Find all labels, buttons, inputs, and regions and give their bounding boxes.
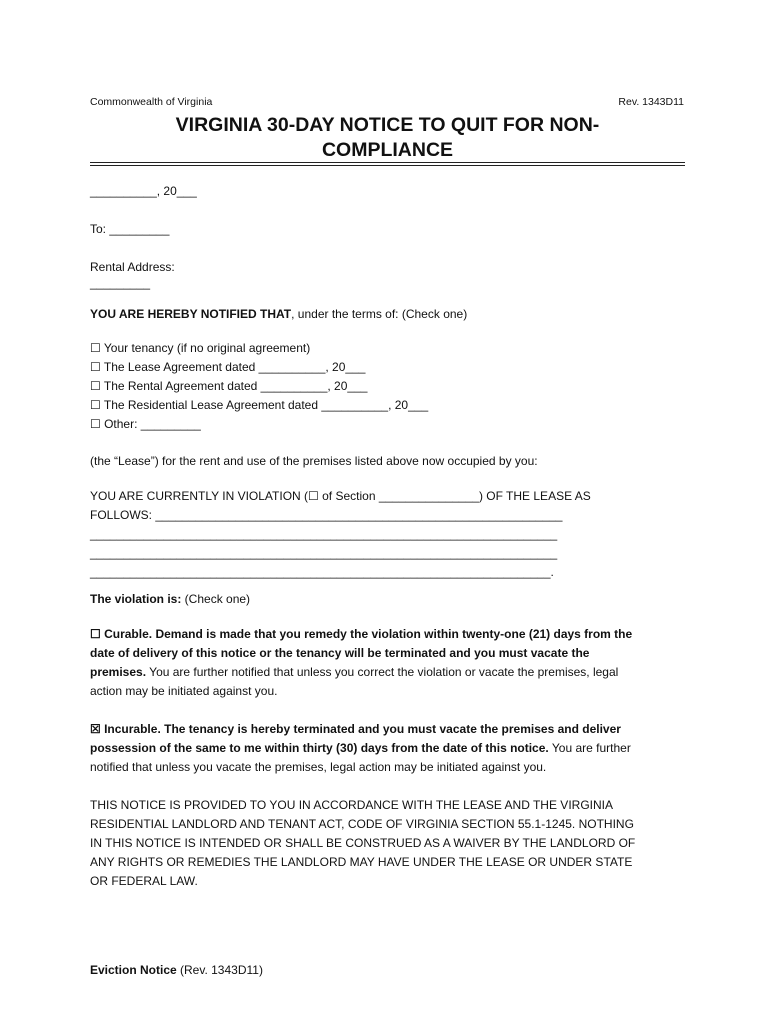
title-line-1: VIRGINIA 30-DAY NOTICE TO QUIT FOR NON- <box>175 114 600 136</box>
violation-is-line <box>90 590 250 609</box>
violation-line-5: _____________________________________________________________________. <box>90 565 554 579</box>
incurable-line-3: notified that unless you vacate the premises, legal action may be initiated against you. <box>90 760 547 774</box>
legal-line-3: IN THIS NOTICE IS INTENDED OR SHALL BE CONSTRUED AS A WAIVER BY THE LANDLORD OF <box>90 836 636 850</box>
to-line: To: _________ <box>90 222 170 236</box>
option-residential-lease[interactable]: ☐ The Residential Lease Agreement dated __________, 20___ <box>90 398 429 412</box>
legal-line-2: RESIDENTIAL LANDLORD AND TENANT ACT, CODE OF VIRGINIA SECTION 55.1-1245. NOTHING <box>90 817 634 831</box>
notified-rest: , under the terms of: (Check one) <box>291 307 468 321</box>
header-revision: Rev. 1343D11 <box>618 96 684 108</box>
footer-bold: Eviction Notice <box>90 963 177 977</box>
curable-line-4: action may be initiated against you. <box>90 684 278 698</box>
option-lease-agreement[interactable]: ☐ The Lease Agreement dated __________, 20___ <box>90 360 366 374</box>
rental-address-label: Rental Address: <box>90 260 175 274</box>
document-title <box>90 113 685 163</box>
option-rental-agreement[interactable]: ☐ The Rental Agreement dated __________, 20___ <box>90 379 368 393</box>
incurable-line-2-bold: possession of the same to me within thirty (30) days from the date of this notice. <box>90 741 549 755</box>
option-other[interactable]: ☐ Other: _________ <box>90 417 201 431</box>
option-tenancy[interactable]: ☐ Your tenancy (if no original agreement) <box>90 341 311 355</box>
violation-is-bold: The violation is: <box>90 592 182 606</box>
title-line-2: COMPLIANCE <box>321 139 454 161</box>
incurable-option[interactable] <box>90 720 631 777</box>
curable-line-3-rest: You are further notified that unless you correct the violation or vacate the premises, legal <box>146 665 619 679</box>
incurable-line-2-rest: You are further <box>548 741 631 755</box>
header-jurisdiction: Commonwealth of Virginia <box>90 96 213 108</box>
notified-bold: YOU ARE HEREBY NOTIFIED THAT <box>90 307 292 321</box>
curable-line-2: date of delivery of this notice or the tenancy will be terminated and you must vacate the <box>90 646 590 660</box>
agreement-options <box>90 339 428 434</box>
lease-line: (the “Lease”) for the rent and use of the premises listed above now occupied by you: <box>90 454 538 468</box>
footer-rest: (Rev. 1343D11) <box>176 963 263 977</box>
legal-line-5: OR FEDERAL LAW. <box>90 874 198 888</box>
legal-notice <box>90 796 635 891</box>
violation-line-3: ______________________________________________________________________ <box>90 527 558 541</box>
curable-option[interactable] <box>90 625 632 701</box>
title-rule <box>90 162 685 163</box>
curable-line-1: ☐ Curable. Demand is made that you remedy the violation within twenty-one (21) days from the <box>90 627 633 641</box>
date-line: __________, 20___ <box>90 184 197 198</box>
violation-is-rest: (Check one) <box>181 592 251 606</box>
legal-line-4: ANY RIGHTS OR REMEDIES THE LANDLORD MAY HAVE UNDER THE LEASE OR UNDER STATE <box>90 855 633 869</box>
title-rule-secondary <box>90 165 685 166</box>
notified-line <box>90 305 467 324</box>
rental-address-blank: _________ <box>90 276 151 290</box>
violation-line-4: ______________________________________________________________________ <box>90 546 558 560</box>
violation-section <box>90 487 591 582</box>
violation-line-2: FOLLOWS: _____________________________________________________________ <box>90 508 563 522</box>
curable-line-3-bold: premises. <box>90 665 147 679</box>
legal-line-1: THIS NOTICE IS PROVIDED TO YOU IN ACCORDANCE WITH THE LEASE AND THE VIRGINIA <box>90 798 613 812</box>
violation-line-1: YOU ARE CURRENTLY IN VIOLATION (☐ of Section _______________) OF THE LEASE AS <box>90 489 591 503</box>
incurable-line-1: ☒ Incurable. The tenancy is hereby terminated and you must vacate the premises and deliver <box>90 722 621 736</box>
footer <box>90 961 263 980</box>
